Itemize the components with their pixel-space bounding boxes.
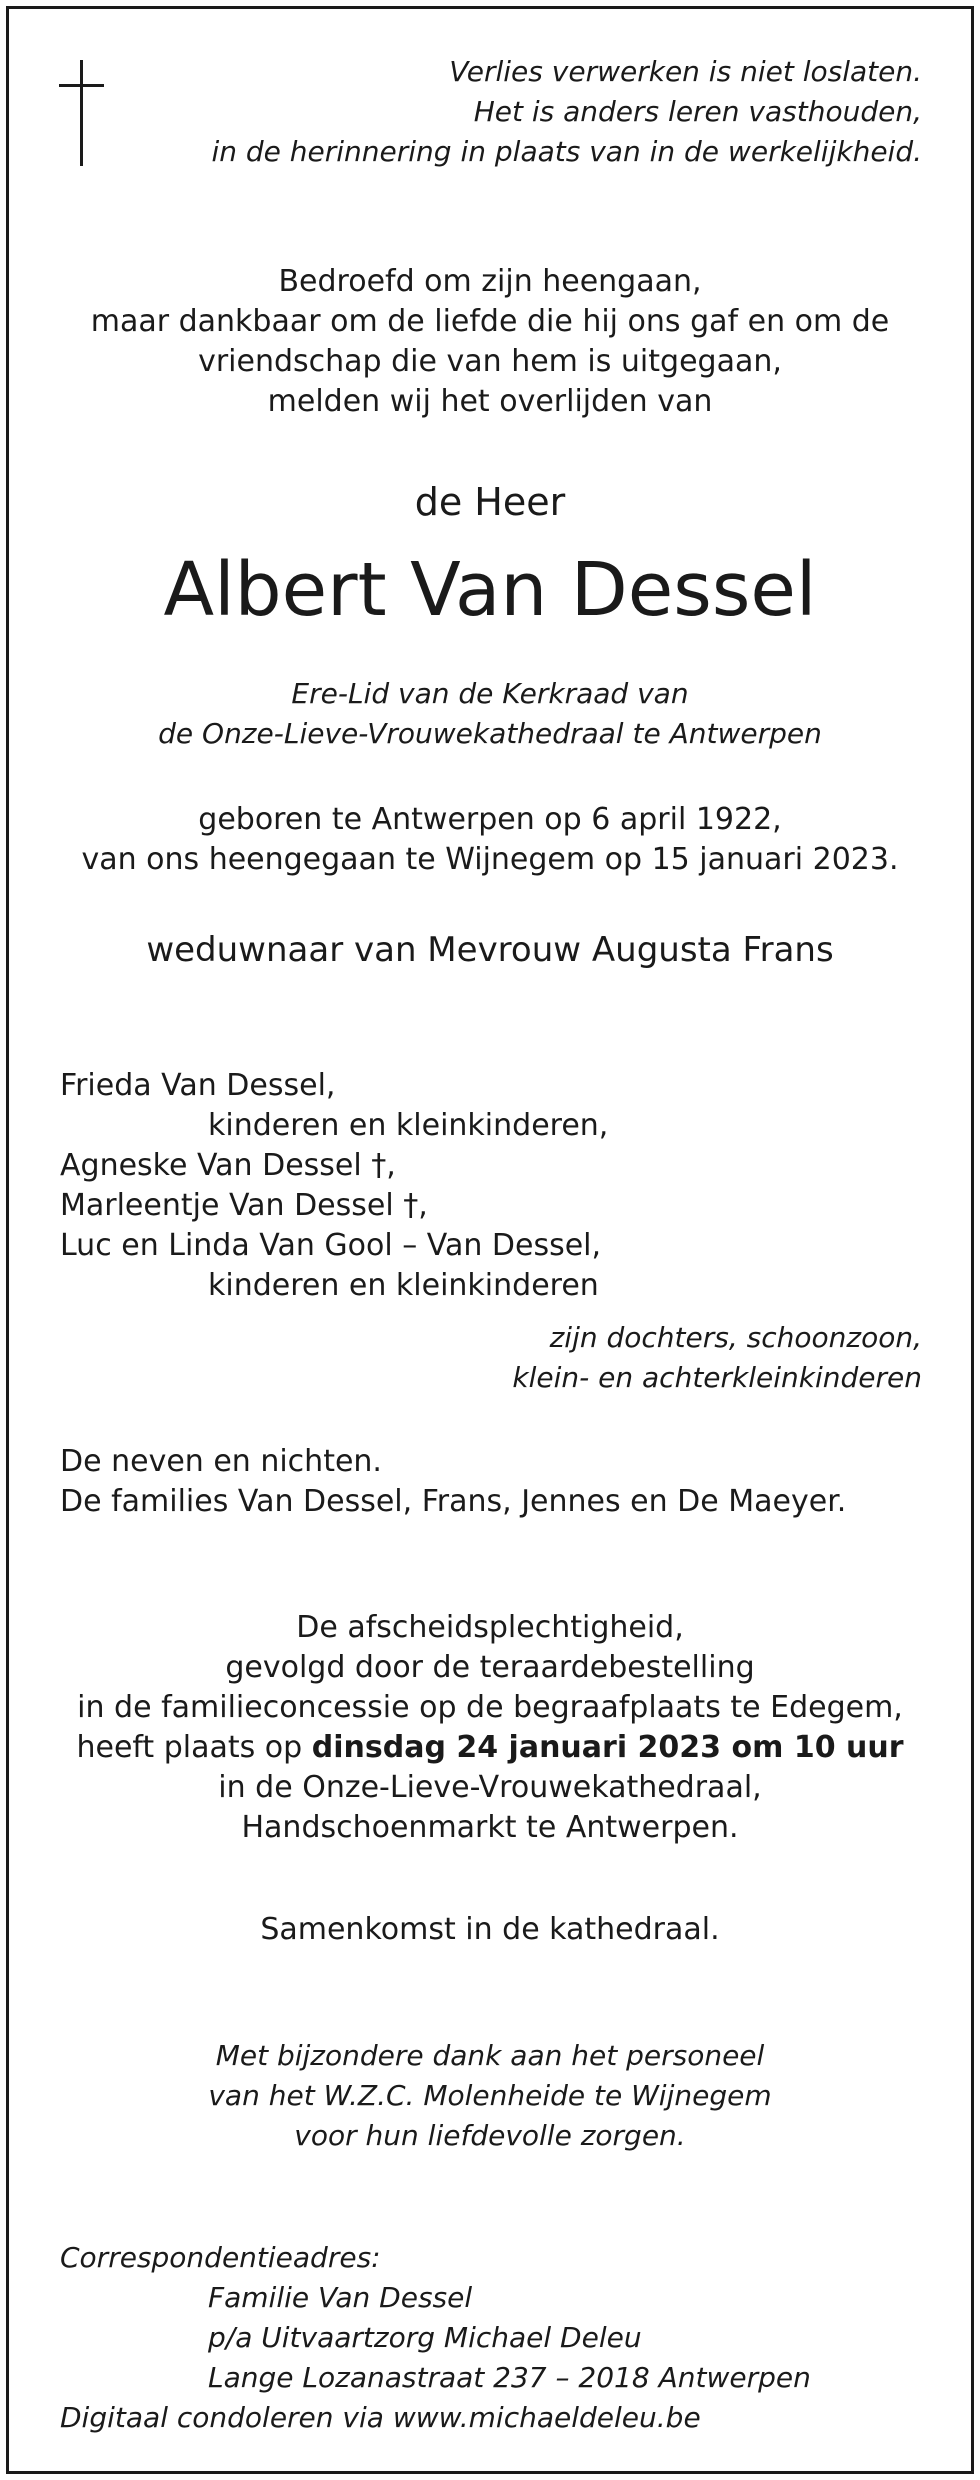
family-line: kinderen en kleinkinderen, <box>208 1108 609 1143</box>
thanks-line: van het W.Z.C. Molenheide te Wijnegem <box>208 2079 772 2112</box>
correspondence-label: Correspondentieadres: <box>60 2241 381 2274</box>
family-line: kinderen en kleinkinderen <box>208 1268 599 1303</box>
family-line: Luc en Linda Van Gool – Van Dessel, <box>60 1228 602 1263</box>
widower: weduwnaar van Mevrouw Augusta Frans <box>146 930 834 970</box>
motto-line: Verlies verwerken is niet loslaten. <box>449 55 922 88</box>
motto-line: Het is anders leren vasthouden, <box>473 95 922 128</box>
ceremony-date-line <box>0 1728 980 1768</box>
gathering: Samenkomst in de kathedraal. <box>260 1912 720 1947</box>
title-line: de Onze-Lieve-Vrouwekathedraal te Antwerpen <box>158 717 822 750</box>
ceremony-line: De afscheidsplechtigheid, <box>296 1610 684 1645</box>
ceremony-line: in de Onze-Lieve-Vrouwekathedraal, <box>218 1770 762 1805</box>
thanks-line: voor hun liefdevolle zorgen. <box>294 2119 686 2152</box>
address-line: Lange Lozanastraat 237 – 2018 Antwerpen <box>208 2361 811 2394</box>
relatives-line: De families Van Dessel, Frans, Jennes en De Maeyer. <box>60 1484 847 1519</box>
dates-line: van ons heengegaan te Wijnegem op 15 januari 2023. <box>81 842 899 877</box>
address-line: Familie Van Dessel <box>208 2281 473 2314</box>
ceremony <box>0 1608 980 1848</box>
dates <box>0 800 980 880</box>
title-line: Ere-Lid van de Kerkraad van <box>291 677 689 710</box>
motto-line: in de herinnering in plaats van in de werkelijkheid. <box>211 135 922 168</box>
ceremony-line: Handschoenmarkt te Antwerpen. <box>241 1810 739 1845</box>
family-line: Agneske Van Dessel †, <box>60 1148 396 1183</box>
relation-line: klein- en achterkleinkinderen <box>512 1361 922 1394</box>
intro-line: melden wij het overlijden van <box>267 384 713 419</box>
ceremony-line: gevolgd door de teraardebestelling <box>225 1650 755 1685</box>
dates-line: geboren te Antwerpen op 6 april 1922, <box>198 802 782 837</box>
title <box>0 674 980 754</box>
family-relation <box>322 1318 922 1398</box>
thanks <box>0 2036 980 2156</box>
intro-line: Bedroefd om zijn heengaan, <box>278 264 702 299</box>
motto <box>102 52 922 172</box>
condolence-link[interactable]: Digitaal condoleren via www.michaeldeleu.be <box>60 2401 701 2434</box>
address-line: p/a Uitvaartzorg Michael Deleu <box>208 2321 642 2354</box>
relation-line: zijn dochters, schoonzoon, <box>549 1321 922 1354</box>
ceremony-date: dinsdag 24 januari 2023 om 10 uur <box>311 1730 904 1765</box>
family-line: Frieda Van Dessel, <box>60 1068 336 1103</box>
thanks-line: Met bijzondere dank aan het personeel <box>215 2039 765 2072</box>
intro <box>0 262 980 422</box>
intro-line: vriendschap die van hem is uitgegaan, <box>198 344 782 379</box>
relatives-line: De neven en nichten. <box>60 1444 382 1479</box>
family-line: Marleentje Van Dessel †, <box>60 1188 428 1223</box>
correspondence <box>60 2238 940 2438</box>
ceremony-line: in de familieconcessie op de begraafplaats te Edegem, <box>77 1690 903 1725</box>
family-list <box>60 1066 920 1306</box>
honorific: de Heer <box>414 480 566 524</box>
ceremony-date-prefix: heeft plaats op <box>76 1730 312 1765</box>
relatives <box>60 1442 940 1522</box>
deceased-name: Albert Van Dessel <box>163 547 817 633</box>
intro-line: maar dankbaar om de liefde die hij ons gaf en om de <box>90 304 890 339</box>
